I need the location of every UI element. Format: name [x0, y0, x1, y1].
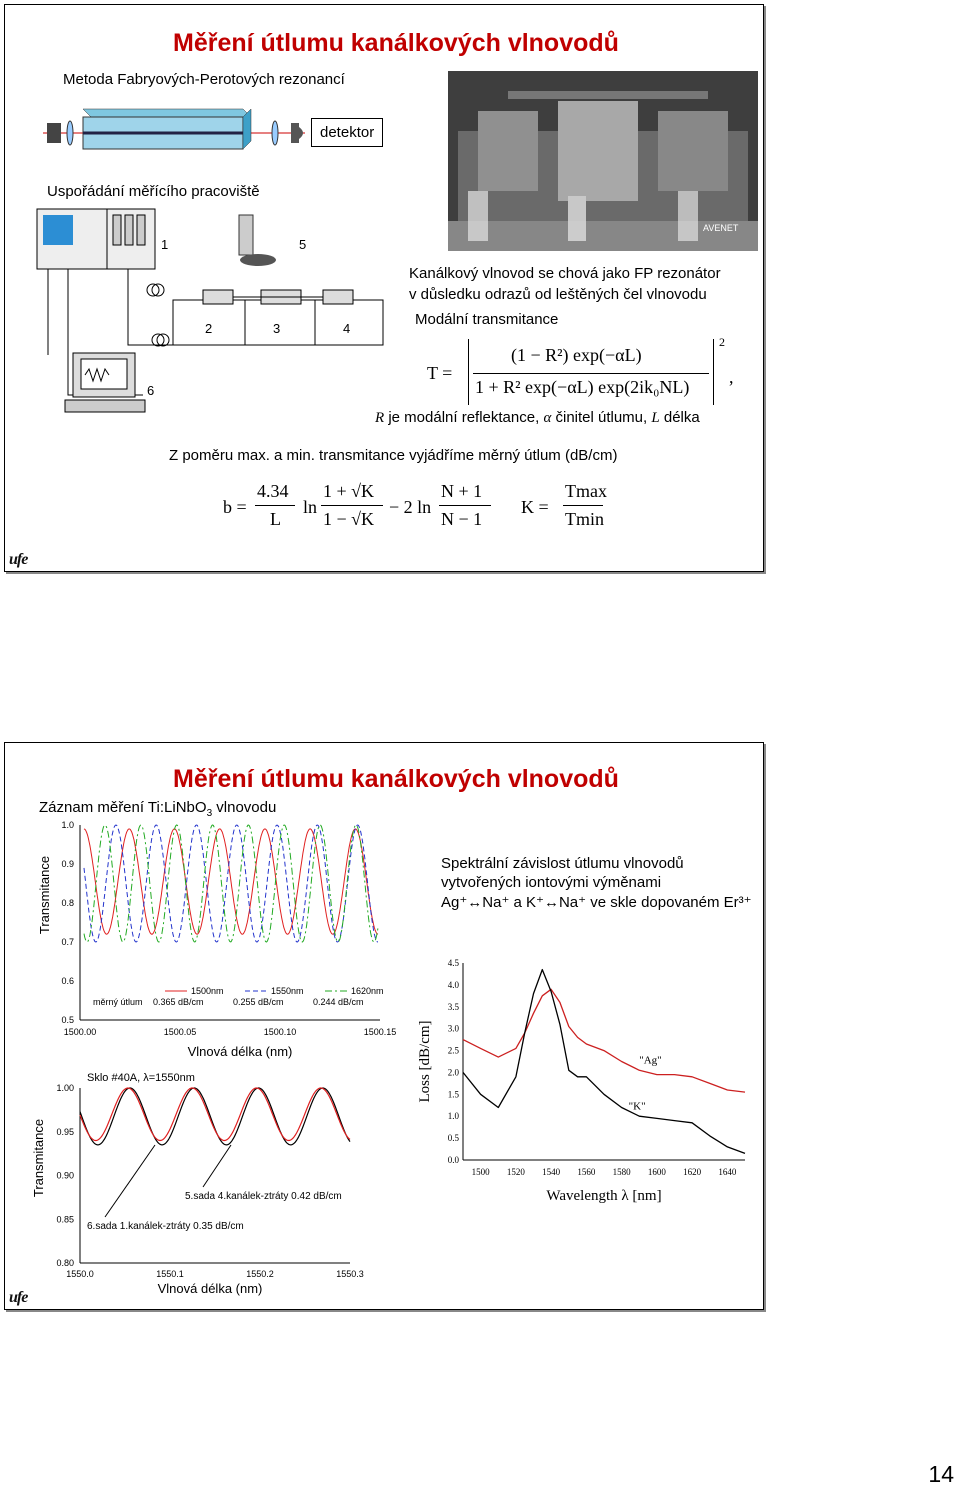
y-tick-label: 0.85 [56, 1214, 74, 1225]
series-label-k: "K" [628, 1100, 646, 1113]
formula-k-bar [563, 505, 603, 506]
x-tick-label: 1560 [577, 1167, 596, 1177]
legend-title: měrný útlum [93, 997, 143, 1007]
y-tick-label: 0.5 [61, 1015, 74, 1025]
series-line [463, 989, 745, 1092]
y-tick-label: 1.00 [56, 1083, 74, 1093]
annotation-6-sada: 6.sada 1.kanálek-ztráty 0.35 dB/cm [87, 1221, 244, 1232]
y-tick-label: 0.6 [61, 976, 74, 986]
workstation-diagram [33, 205, 393, 415]
ufe-logo: ufe [9, 551, 28, 568]
formula-b-frac1-bar [321, 505, 383, 506]
x-tick-label: 1580 [612, 1167, 631, 1177]
y-tick-label: 0.80 [56, 1258, 74, 1268]
x-tick-label: 1550.1 [156, 1269, 184, 1279]
x-tick-label: 1620 [683, 1167, 702, 1177]
y-tick-label: 0.8 [61, 898, 74, 908]
x-tick-label: 1500 [471, 1167, 490, 1177]
y-tick-label: 0.90 [56, 1170, 74, 1181]
formula-t-fraction-bar [473, 373, 709, 374]
formula-b-lhs: b = [223, 497, 247, 517]
series-line [463, 970, 745, 1154]
y-axis-title: Loss [dB/cm] [417, 1020, 433, 1103]
x-tick-label: 1540 [542, 1167, 561, 1177]
y-tick-label: 1.0 [447, 1111, 459, 1122]
modal-transmittance-heading: Modální transmitance [415, 311, 559, 328]
formula-t-denominator: 1 + R² exp(−αL) exp(2ik₀NL) [475, 377, 690, 397]
formula-b-frac2-den: N − 1 [441, 509, 483, 529]
legend-series-name: 1500nm [191, 986, 224, 996]
label-3: 3 [273, 321, 281, 336]
annotation-arrow [105, 1145, 155, 1217]
fp-text-line1: Kanálkový vlnovod se chová jako FP rezonátor [409, 265, 721, 282]
label-1: 1 [161, 237, 169, 252]
y-tick-label: 1.5 [447, 1089, 459, 1100]
slide-subtitle: Metoda Fabryových-Perotových rezonancí [63, 71, 345, 88]
formula-b-coef-bar [255, 505, 295, 506]
formula-k-lhs: K = [521, 497, 549, 517]
formula-definitions: R je modální reflektance, α činitel útlumu, L délka [375, 409, 700, 426]
ufe-logo: ufe [9, 1289, 28, 1306]
chart-title: Sklo #40A, λ=1550nm [87, 1072, 195, 1084]
lab-photo [448, 71, 758, 251]
chart-transmitance-ti-linbo3 [5, 815, 405, 1065]
annotation-5-sada: 5.sada 4.kanálek-ztráty 0.42 dB/cm [185, 1191, 342, 1202]
y-tick-label: 4.5 [447, 958, 459, 968]
formula-t-numerator: (1 − R²) exp(−αL) [511, 345, 642, 365]
formula-b-minus-2ln: − 2 ln [389, 497, 432, 517]
legend-attenuation: 0.244 dB/cm [313, 997, 364, 1007]
chart-transmitance-sklo-40a [5, 1063, 405, 1303]
y-tick-label: 1.0 [61, 820, 74, 830]
formula-t-comma: , [729, 367, 734, 387]
slide-title: Měření útlumu kanálkových vlnovodů [173, 29, 619, 57]
formula-t-lhs: T = [427, 363, 453, 383]
page-number: 14 [928, 1461, 954, 1487]
detector-label: detektor [311, 118, 383, 147]
formula-b-ln: ln [303, 497, 318, 517]
label-2: 2 [205, 321, 213, 336]
photo-brand-text: AVENET [703, 223, 739, 233]
y-tick-label: 0.9 [61, 859, 74, 869]
formula-t-exponent: 2 [719, 335, 725, 349]
y-tick-label: 4.0 [447, 979, 459, 990]
y-tick-label: 3.0 [447, 1023, 459, 1034]
formula-b-frac2-num: N + 1 [441, 481, 483, 501]
x-axis-title: Wavelength λ [nm] [546, 1188, 662, 1204]
slide-title: Měření útlumu kanálkových vlnovodů [173, 765, 619, 793]
legend-series-name: 1620nm [351, 986, 384, 996]
legend-attenuation: 0.255 dB/cm [233, 997, 284, 1007]
x-tick-label: 1550.3 [336, 1269, 364, 1279]
y-tick-label: 2.5 [447, 1045, 459, 1056]
x-tick-label: 1550.0 [66, 1269, 94, 1279]
fp-text-line2: v důsledku odrazů od leštěných čel vlnovodu [409, 286, 707, 303]
formula-b-frac1-num: 1 + √K [323, 481, 375, 501]
x-tick-label: 1640 [718, 1167, 737, 1177]
ratio-text: Z poměru max. a min. transmitance vyjádříme měrný útlum (dB/cm) [169, 447, 618, 464]
label-6: 6 [147, 383, 155, 398]
fp-setup-diagram [43, 105, 313, 165]
series-line [80, 1088, 350, 1141]
x-axis-title: Vlnová délka (nm) [157, 1281, 263, 1296]
y-tick-label: 0.5 [447, 1133, 459, 1144]
annotation-arrow [203, 1145, 231, 1187]
y-axis-title: Transmitance [31, 1118, 46, 1198]
x-tick-label: 1500.05 [163, 1027, 197, 1037]
series-label-ag: "Ag" [639, 1054, 662, 1067]
setup-heading: Uspořádání měřícího pracoviště [47, 183, 260, 200]
x-tick-label: 1600 [647, 1167, 666, 1177]
slide-1 [4, 4, 764, 572]
y-tick-label: 0.95 [56, 1126, 74, 1137]
formula-t-abs-left [468, 339, 469, 405]
legend-series-name: 1550nm [271, 986, 304, 996]
x-tick-label: 1500.10 [263, 1027, 297, 1037]
formula-b-coef-den: L [270, 509, 281, 529]
label-5: 5 [299, 237, 307, 252]
x-tick-label: 1520 [506, 1167, 525, 1177]
formula-b-frac2-bar [439, 505, 491, 506]
y-axis-title: Transmitance [37, 855, 52, 935]
formula-t-abs-right [713, 339, 714, 405]
y-tick-label: 3.5 [447, 1001, 459, 1012]
formula-k-num: Tmax [565, 481, 607, 501]
series-line [80, 1088, 350, 1145]
spectral-line2: vytvořených iontovými výměnami [441, 874, 662, 891]
formula-k-den: Tmin [565, 509, 604, 529]
spectral-line3: Ag⁺↔Na⁺ a K⁺↔Na⁺ ve skle dopovaném Er³⁺ [441, 894, 752, 911]
x-tick-label: 1550.2 [246, 1269, 274, 1279]
chart-loss-spectrum [405, 948, 755, 1218]
x-tick-label: 1500.00 [63, 1027, 97, 1037]
x-tick-label: 1500.15 [363, 1027, 397, 1037]
slide-2 [4, 742, 764, 1310]
legend-attenuation: 0.365 dB/cm [153, 997, 204, 1007]
y-tick-label: 0.0 [447, 1155, 459, 1165]
formula-b-frac1-den: 1 − √K [323, 509, 375, 529]
record-label: Záznam měření Ti:LiNbO$_3$ vlnovodu [39, 799, 277, 819]
y-tick-label: 0.7 [61, 937, 74, 947]
label-4: 4 [343, 321, 351, 336]
spectral-line1: Spektrální závislost útlumu vlnovodů [441, 855, 684, 872]
x-axis-title: Vlnová délka (nm) [187, 1044, 293, 1059]
formula-b-coef-num: 4.34 [257, 481, 289, 501]
y-tick-label: 2.0 [447, 1067, 459, 1078]
